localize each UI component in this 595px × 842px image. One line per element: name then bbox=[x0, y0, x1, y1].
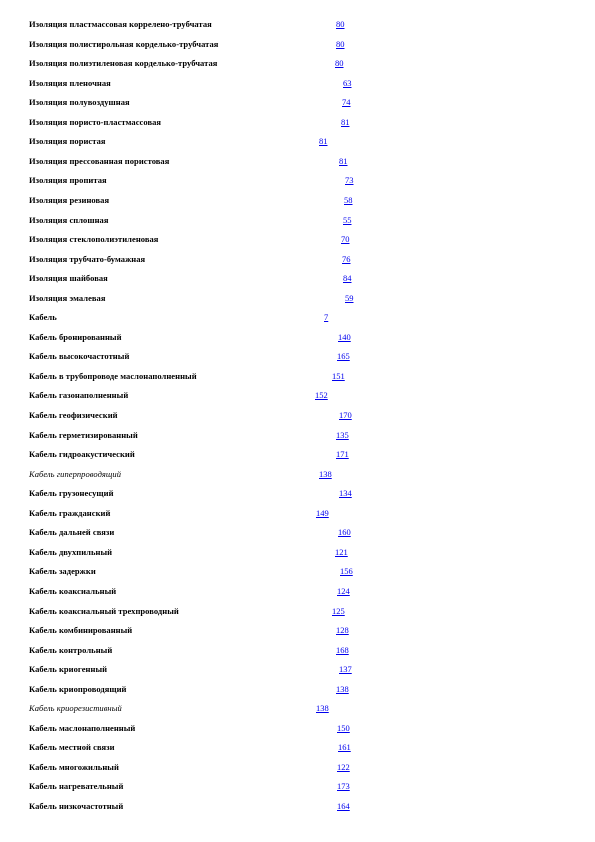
index-term: Кабель маслонаполненный bbox=[29, 722, 136, 733]
index-entry bbox=[0, 624, 595, 638]
page-number-link[interactable]: 80 bbox=[336, 19, 345, 29]
index-entry bbox=[0, 253, 595, 267]
index-entry bbox=[0, 683, 595, 697]
page-number-link[interactable]: 171 bbox=[336, 449, 349, 460]
index-entry bbox=[0, 702, 595, 716]
page-number-link[interactable]: 74 bbox=[342, 97, 351, 108]
page-number-link[interactable]: 168 bbox=[336, 644, 349, 655]
index-entry bbox=[0, 311, 595, 325]
index-entry bbox=[0, 135, 595, 149]
index-entry bbox=[0, 526, 595, 540]
index-term: Изоляция полувоздушная bbox=[29, 97, 130, 108]
index-term: Кабель коаксиальный bbox=[29, 585, 117, 596]
index-entry bbox=[0, 57, 595, 71]
index-entry bbox=[0, 448, 595, 462]
page-number-link[interactable]: 160 bbox=[338, 527, 351, 538]
page-number-link[interactable]: 151 bbox=[332, 370, 345, 381]
index-entry bbox=[0, 780, 595, 794]
index-entry bbox=[0, 663, 595, 677]
index-entry bbox=[0, 644, 595, 658]
index-entry bbox=[0, 722, 595, 736]
index-entry bbox=[0, 409, 595, 423]
page-number-link[interactable]: 55 bbox=[343, 214, 352, 225]
page-number-link[interactable]: 149 bbox=[316, 507, 329, 518]
index-entry bbox=[0, 370, 595, 384]
index-entry bbox=[0, 389, 595, 403]
index-entry bbox=[0, 155, 595, 169]
page-number-link[interactable]: 81 bbox=[341, 116, 350, 127]
page-number-link[interactable]: 76 bbox=[342, 253, 351, 264]
index-term: Кабель контрольный bbox=[29, 644, 113, 655]
index-entry bbox=[0, 761, 595, 775]
index-term: Кабель криорезистивный bbox=[29, 703, 122, 714]
page-number-link[interactable]: 135 bbox=[336, 429, 349, 440]
index-term: Изоляция пористо-пластмассовая bbox=[29, 116, 162, 127]
page-number-link[interactable]: 7 bbox=[324, 312, 329, 323]
index-term: Кабель низкочастотный bbox=[29, 801, 124, 811]
index-term: Изоляция пленочная bbox=[29, 77, 111, 88]
index-term: Изоляция стеклополиэтиленовая bbox=[29, 234, 159, 245]
page-number-link[interactable]: 59 bbox=[345, 292, 354, 303]
index-entry bbox=[0, 116, 595, 130]
index-term: Изоляция пористая bbox=[29, 136, 106, 147]
index-entry bbox=[0, 272, 595, 286]
page-number-link[interactable]: 161 bbox=[338, 742, 351, 753]
index-term: Изоляция сплошная bbox=[29, 214, 109, 225]
page-number-link[interactable]: 122 bbox=[337, 761, 350, 772]
page-number-link[interactable]: 138 bbox=[319, 468, 332, 479]
page-number-link[interactable]: 170 bbox=[339, 410, 352, 420]
index-term: Кабель гиперпроводящий bbox=[29, 468, 122, 479]
index-term: Кабель многожильный bbox=[29, 761, 119, 772]
page-number-link[interactable]: 152 bbox=[315, 390, 328, 401]
index-entry bbox=[0, 174, 595, 188]
index-term: Кабель высокочастотный bbox=[29, 351, 130, 362]
page-number-link[interactable]: 81 bbox=[339, 155, 348, 166]
page-number-link[interactable]: 80 bbox=[335, 58, 344, 69]
index-entry bbox=[0, 350, 595, 364]
index-entry bbox=[0, 800, 595, 814]
index-term: Изоляция пропитая bbox=[29, 175, 107, 186]
index-term: Кабель геофизический bbox=[29, 410, 118, 420]
index-term: Изоляция полиэтиленовая корделько-трубчатая bbox=[29, 58, 218, 69]
page-number-link[interactable]: 150 bbox=[337, 722, 350, 733]
index-term: Изоляция эмалевая bbox=[29, 292, 106, 303]
page-number-link[interactable]: 124 bbox=[337, 585, 350, 596]
index-term: Изоляция шайбовая bbox=[29, 273, 108, 284]
index-entry bbox=[0, 429, 595, 443]
index-entry bbox=[0, 38, 595, 52]
index-entry bbox=[0, 331, 595, 345]
index-entry bbox=[0, 292, 595, 306]
page-number-link[interactable]: 63 bbox=[343, 77, 352, 88]
page-number-link[interactable]: 121 bbox=[335, 546, 348, 557]
index-entry bbox=[0, 77, 595, 91]
page-number-link[interactable]: 128 bbox=[336, 625, 349, 636]
index-entry bbox=[0, 233, 595, 247]
page-number-link[interactable]: 165 bbox=[337, 351, 350, 362]
index-term: Кабель задержки bbox=[29, 566, 96, 577]
page-number-link[interactable]: 80 bbox=[336, 38, 345, 49]
page-number-link[interactable]: 173 bbox=[337, 781, 350, 792]
page-number-link[interactable]: 134 bbox=[339, 488, 352, 499]
index-entry bbox=[0, 507, 595, 521]
page-number-link[interactable]: 70 bbox=[341, 234, 350, 245]
index-entry bbox=[0, 546, 595, 560]
index-entry bbox=[0, 565, 595, 579]
index-term: Кабель бронированный bbox=[29, 331, 122, 342]
index-term: Кабель двухпильный bbox=[29, 546, 113, 557]
page-number-link[interactable]: 58 bbox=[344, 194, 353, 205]
index-entry bbox=[0, 214, 595, 228]
index-term: Кабель нагревательный bbox=[29, 781, 124, 792]
index-term: Кабель гражданский bbox=[29, 507, 111, 518]
page-number-link[interactable]: 137 bbox=[339, 664, 352, 675]
index-entry bbox=[0, 18, 595, 32]
index-entry bbox=[0, 194, 595, 208]
index-term: Кабель герметизированный bbox=[29, 429, 138, 440]
index-term: Изоляция прессованная пористовая bbox=[29, 155, 170, 166]
page-number-link[interactable]: 125 bbox=[332, 605, 345, 616]
index-entry bbox=[0, 468, 595, 482]
index-term: Изоляция пластмассовая коррелено-трубчатая bbox=[29, 19, 212, 29]
page-number-link[interactable]: 140 bbox=[338, 331, 351, 342]
index-term: Кабель коаксиальный трехпроводный bbox=[29, 605, 179, 616]
index-entry bbox=[0, 585, 595, 599]
index-term: Кабель комбинированный bbox=[29, 625, 133, 636]
index-term: Кабель bbox=[29, 312, 57, 323]
index-term: Кабель криогенный bbox=[29, 664, 108, 675]
index-term: Кабель местной связи bbox=[29, 742, 115, 753]
index-term: Кабель грузонесущий bbox=[29, 488, 114, 499]
page-number-link[interactable]: 138 bbox=[336, 683, 349, 694]
index-term: Кабель криопроводящий bbox=[29, 683, 127, 694]
page-number-link[interactable]: 164 bbox=[337, 801, 350, 811]
index-term: Кабель газонаполненный bbox=[29, 390, 129, 401]
index-entry bbox=[0, 96, 595, 110]
index-entry bbox=[0, 741, 595, 755]
page-number-link[interactable]: 138 bbox=[316, 703, 329, 714]
page-number-link[interactable]: 84 bbox=[343, 273, 352, 284]
index-term: Изоляция полистирольная корделько-трубчатая bbox=[29, 38, 219, 49]
page-number-link[interactable]: 156 bbox=[340, 566, 353, 577]
index-term: Кабель в трубопроводе маслонаполненный bbox=[29, 370, 197, 381]
index-term: Кабель дальней связи bbox=[29, 527, 115, 538]
index-term: Кабель гидроакустический bbox=[29, 449, 135, 460]
index-term: Изоляция трубчато-бумажная bbox=[29, 253, 146, 264]
page-number-link[interactable]: 81 bbox=[319, 136, 328, 147]
index-term: Изоляция резиновая bbox=[29, 194, 110, 205]
index-entry bbox=[0, 605, 595, 619]
page-number-link[interactable]: 73 bbox=[345, 175, 354, 186]
index-entry bbox=[0, 487, 595, 501]
